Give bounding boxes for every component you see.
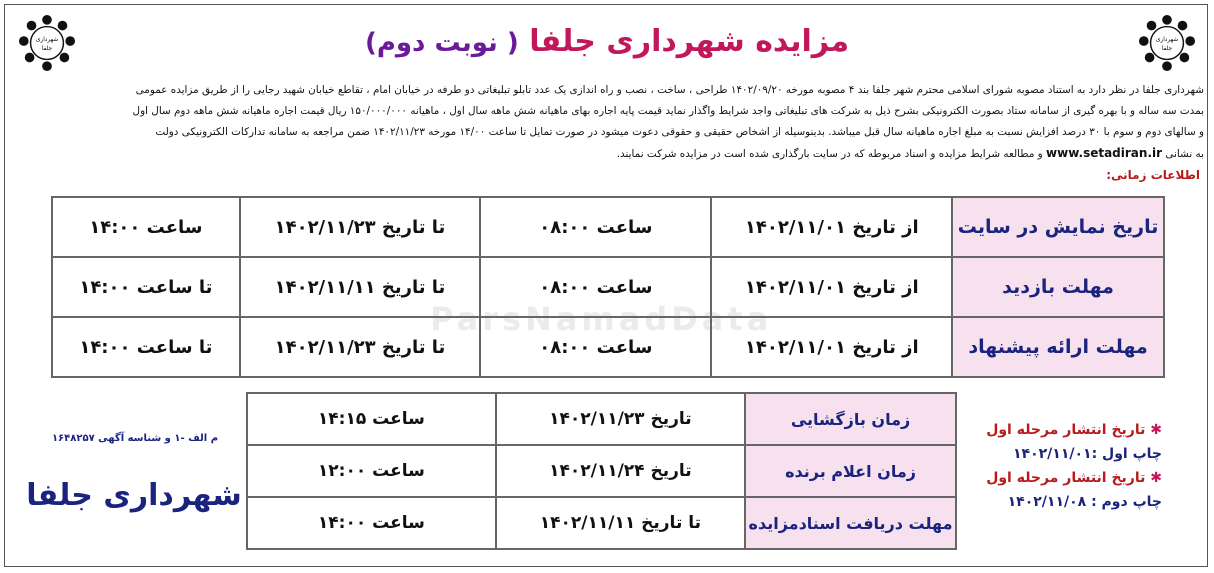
first-edition-date: چاپ اول :۱۴۰۲/۱۱/۰۱ bbox=[1012, 446, 1162, 462]
schedule-table bbox=[51, 196, 1165, 378]
event-date: تاریخ ۱۴۰۲/۱۱/۲۳ bbox=[496, 393, 745, 445]
title-round: ( نوبت دوم) bbox=[364, 28, 519, 58]
svg-text:شهرداری: شهرداری bbox=[35, 37, 59, 44]
time-info-label: اطلاعات زمانی: bbox=[1106, 168, 1200, 182]
intro-line: شهرداری جلفا در نظر دارد به استناد مصوبه شورای اسلامی محترم شهر جلفا بند ۴ مصوبه مورخه ۱۴۰۲/۰۹/۲۰ طراحی ، ساخت ، نصب و راه اندازی یک عدد تابلو تبلیغاتی دو طرفه در خیابان امام ، تقاطع خیابان شهید رجایی را از طریق مزایده عمومی bbox=[135, 84, 1204, 96]
to-time: تا ساعت ۱۴:۰۰ bbox=[52, 317, 240, 377]
title-main: مزایده شهرداری جلفا bbox=[529, 24, 850, 59]
from-date: از تاریخ ۱۴۰۲/۱۱/۰۱ bbox=[711, 257, 952, 317]
row-label: تاریخ نمایش در سایت bbox=[952, 197, 1164, 257]
watermark: ParsNamadData bbox=[430, 300, 773, 338]
event-date: تاریخ ۱۴۰۲/۱۱/۲۴ bbox=[496, 445, 745, 497]
event-time: ساعت ۱۲:۰۰ bbox=[247, 445, 496, 497]
svg-text:جلفا: جلفا bbox=[41, 45, 53, 52]
to-time: تا ساعت ۱۴:۰۰ bbox=[52, 257, 240, 317]
star-icon: ✱ bbox=[1150, 470, 1162, 486]
to-date: تا تاریخ ۱۴۰۲/۱۱/۲۳ bbox=[240, 197, 481, 257]
row-label: مهلت بازدید bbox=[952, 257, 1164, 317]
event-label: زمان اعلام برنده bbox=[745, 445, 956, 497]
notice-title bbox=[0, 24, 1214, 59]
from-time: ساعت ۰۸:۰۰ bbox=[480, 197, 711, 257]
events-table bbox=[246, 392, 957, 550]
from-time: ساعت ۰۸:۰۰ bbox=[480, 317, 711, 377]
from-date: از تاریخ ۱۴۰۲/۱۱/۰۱ bbox=[711, 197, 952, 257]
star-icon: ✱ bbox=[1150, 422, 1162, 438]
ad-reference: م الف -۱ و شناسه آگهی ۱۶۴۸۲۵۷ bbox=[51, 433, 219, 444]
table-row bbox=[247, 497, 956, 549]
intro-line: و سالهای دوم و سوم با ۳۰ درصد افزایش نسبت به مبلغ اجاره ماهیانه سال قبل میباشد. بدینوسیله از اشخاص حقیقی و حقوقی دعوت میشود در صورت تمایل تا ساعت ۱۴/۰۰ مورخه ۱۴۰۲/۱۱/۲۳ ضمن مراجعه به سامانه تدارکات الکترونیکی دولت bbox=[155, 126, 1204, 138]
table-row bbox=[52, 317, 1164, 377]
event-time: ساعت ۱۴:۱۵ bbox=[247, 393, 496, 445]
svg-text:جلفا: جلفا bbox=[1161, 45, 1173, 52]
publication-dates bbox=[966, 418, 1162, 514]
row-label: مهلت ارائه پیشنهاد bbox=[952, 317, 1164, 377]
table-row bbox=[247, 445, 956, 497]
to-date: تا تاریخ ۱۴۰۲/۱۱/۱۱ bbox=[240, 257, 481, 317]
second-edition-date: چاپ دوم : ۱۴۰۲/۱۱/۰۸ bbox=[1007, 494, 1162, 510]
second-publication-label: ✱ تاریخ انتشار مرحله اول bbox=[986, 470, 1162, 486]
website-link[interactable]: www.setadiran.ir bbox=[1046, 146, 1163, 160]
intro-text bbox=[10, 80, 1204, 165]
event-time: ساعت ۱۴:۰۰ bbox=[247, 497, 496, 549]
table-row bbox=[52, 257, 1164, 317]
event-label: مهلت دریافت اسنادمزایده bbox=[745, 497, 956, 549]
from-time: ساعت ۰۸:۰۰ bbox=[480, 257, 711, 317]
municipality-signature: شهرداری جلفا bbox=[26, 478, 242, 513]
to-time: ساعت ۱۴:۰۰ bbox=[52, 197, 240, 257]
from-date: از تاریخ ۱۴۰۲/۱۱/۰۱ bbox=[711, 317, 952, 377]
event-date: تا تاریخ ۱۴۰۲/۱۱/۱۱ bbox=[496, 497, 745, 549]
first-publication-label: ✱ تاریخ انتشار مرحله اول bbox=[986, 422, 1162, 438]
logo-text: شهرداری bbox=[1155, 37, 1179, 44]
table-row bbox=[247, 393, 956, 445]
to-date: تا تاریخ ۱۴۰۲/۱۱/۲۳ bbox=[240, 317, 481, 377]
intro-line: بمدت سه ساله و با بهره گیری از سامانه ستاد بصورت الکترونیکی بشرح ذیل به شرکت های تبلیغاتی واجد شرایط واگذار نماید قیمت پایه اجاره بهای ماهیانه شش ماهه سال اول ، ماهیانه ۱۵۰/۰۰۰/۰۰۰ ریال قیمت اجاره ماهیانه شش ماهه دوم سال اول bbox=[132, 105, 1204, 117]
table-row bbox=[52, 197, 1164, 257]
intro-line: به نشانی www.setadiran.ir و مطالعه شرایط مزایده و اسناد مربوطه که در سایت بارگذاری شده است در مزایده شرکت نمایند. bbox=[616, 146, 1204, 160]
event-label: زمان بازگشایی bbox=[745, 393, 956, 445]
